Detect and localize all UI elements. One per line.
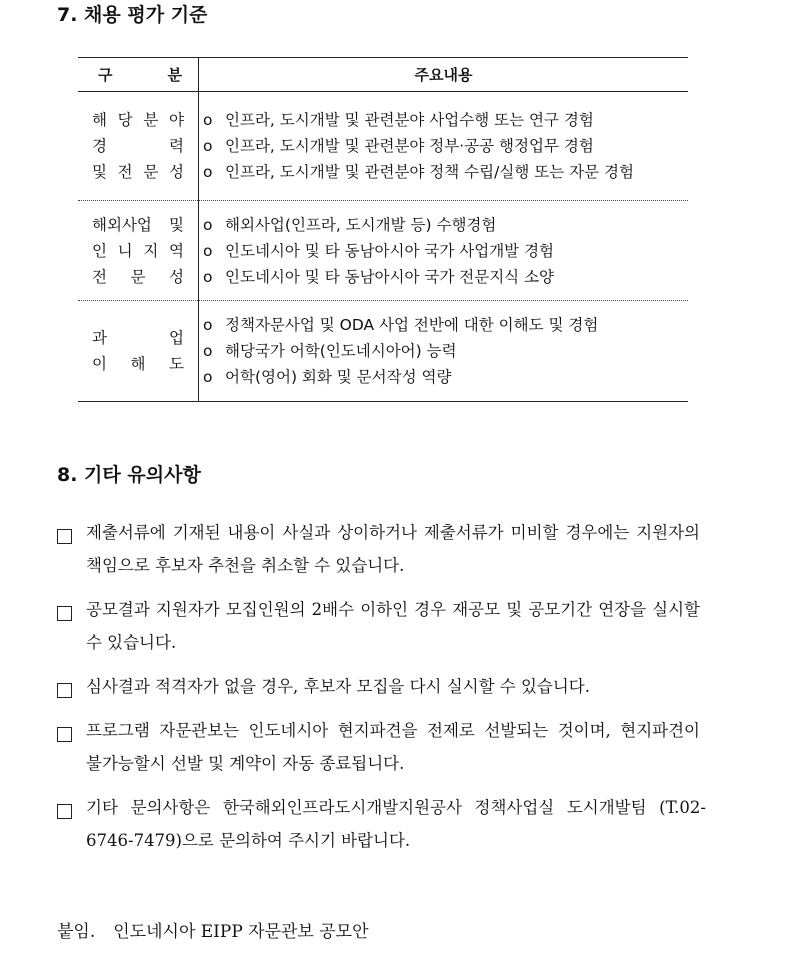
bullet-icon: o [203, 342, 213, 360]
category-cell [78, 201, 199, 301]
list-item [203, 264, 688, 290]
list-item [203, 238, 688, 264]
attachment-label: 붙임. [57, 922, 96, 942]
content-cell [199, 301, 689, 402]
category-line: 경 력 [92, 137, 184, 155]
item-text: 정책자문사업 및 ODA 사업 전반에 대한 이해도 및 경험 [225, 316, 599, 334]
checkbox-square-icon [57, 606, 72, 621]
bullet-icon: o [203, 111, 213, 129]
list-item [203, 159, 688, 185]
list-item [57, 599, 707, 659]
list-item [57, 522, 707, 582]
list-item [57, 797, 707, 857]
content-cell [199, 92, 689, 201]
attachment-text: 인도네시아 EIPP 자문관보 공모안 [113, 922, 369, 942]
category-line: 전 문 성 [92, 267, 184, 286]
list-item [203, 133, 688, 159]
category-line: 해 당 분 야 [92, 111, 184, 129]
note-text: 공모결과 지원자가 모집인원의 2배수 이하인 경우 재공모 및 공모기간 연장을 실시할 수 있습니다. [86, 600, 700, 652]
list-item [203, 107, 688, 133]
category-line: 과 업 [92, 329, 184, 347]
category-line: 인 니 지 역 [92, 241, 184, 260]
header-category [78, 58, 199, 92]
category-cell [78, 92, 199, 201]
item-text: 어학(영어) 회화 및 문서작성 역량 [225, 368, 452, 386]
attachment-line [57, 917, 369, 942]
item-text: 인프라, 도시개발 및 관련분야 정책 수립/실행 또는 자문 경험 [225, 163, 634, 181]
bullet-icon: o [203, 241, 213, 260]
item-text: 인프라, 도시개발 및 관련분야 정부·공공 행정업무 경험 [225, 137, 594, 155]
table-row [78, 201, 688, 301]
category-line: 이 해 도 [92, 355, 184, 373]
item-text: 인도네시아 및 타 동남아시아 국가 전문지식 소양 [225, 267, 555, 286]
list-item [57, 676, 707, 703]
note-text: 프로그램 자문관보는 인도네시아 현지파견을 전제로 선발되는 것이며, 현지파견이 불가능할시 선발 및 계약이 자동 종료됩니다. [86, 721, 700, 773]
evaluation-criteria-table [78, 57, 688, 402]
note-text: 제출서류에 기재된 내용이 사실과 상이하거나 제출서류가 미비할 경우에는 지원자의 책임으로 후보자 추천을 취소할 수 있습니다. [86, 523, 700, 575]
checkbox-square-icon [57, 683, 72, 698]
header-category-part-1: 구 [98, 66, 113, 84]
list-item [203, 338, 688, 364]
bullet-icon: o [203, 163, 213, 181]
list-item [203, 364, 688, 390]
category-cell [78, 301, 199, 402]
note-text: 심사결과 적격자가 없을 경우, 후보자 모집을 다시 실시할 수 있습니다. [86, 677, 590, 696]
category-line: 및 전 문 성 [92, 163, 184, 181]
item-text: 인프라, 도시개발 및 관련분야 사업수행 또는 연구 경험 [225, 111, 594, 129]
bullet-icon: o [203, 137, 213, 155]
note-text: 기타 문의사항은 한국해외인프라도시개발지원공사 정책사업실 도시개발팀 (T.02-6746-7479)으로 문의하여 주시기 바랍니다. [86, 798, 706, 850]
header-content: 주요내용 [199, 58, 689, 92]
notes-list [57, 522, 707, 874]
table-row [78, 301, 688, 402]
table-row [78, 92, 688, 201]
checkbox-square-icon [57, 727, 72, 742]
category-line: 해외사업 및 [92, 215, 184, 234]
bullet-icon: o [203, 316, 213, 334]
table-header-row [78, 58, 688, 92]
bullet-icon: o [203, 368, 213, 386]
item-text: 해당국가 어학(인도네시아어) 능력 [225, 342, 457, 360]
list-item [203, 212, 688, 238]
header-category-part-2: 분 [167, 66, 182, 84]
bullet-icon: o [203, 267, 213, 286]
item-text: 인도네시아 및 타 동남아시아 국가 사업개발 경험 [225, 241, 555, 260]
checkbox-square-icon [57, 804, 72, 819]
list-item [57, 720, 707, 780]
section-7-title: 7. 채용 평가 기준 [57, 4, 208, 26]
checkbox-square-icon [57, 529, 72, 544]
bullet-icon: o [203, 215, 213, 234]
section-8-title: 8. 기타 유의사항 [57, 464, 201, 486]
content-cell [199, 201, 689, 301]
list-item [203, 312, 688, 338]
item-text: 해외사업(인프라, 도시개발 등) 수행경험 [225, 215, 497, 234]
